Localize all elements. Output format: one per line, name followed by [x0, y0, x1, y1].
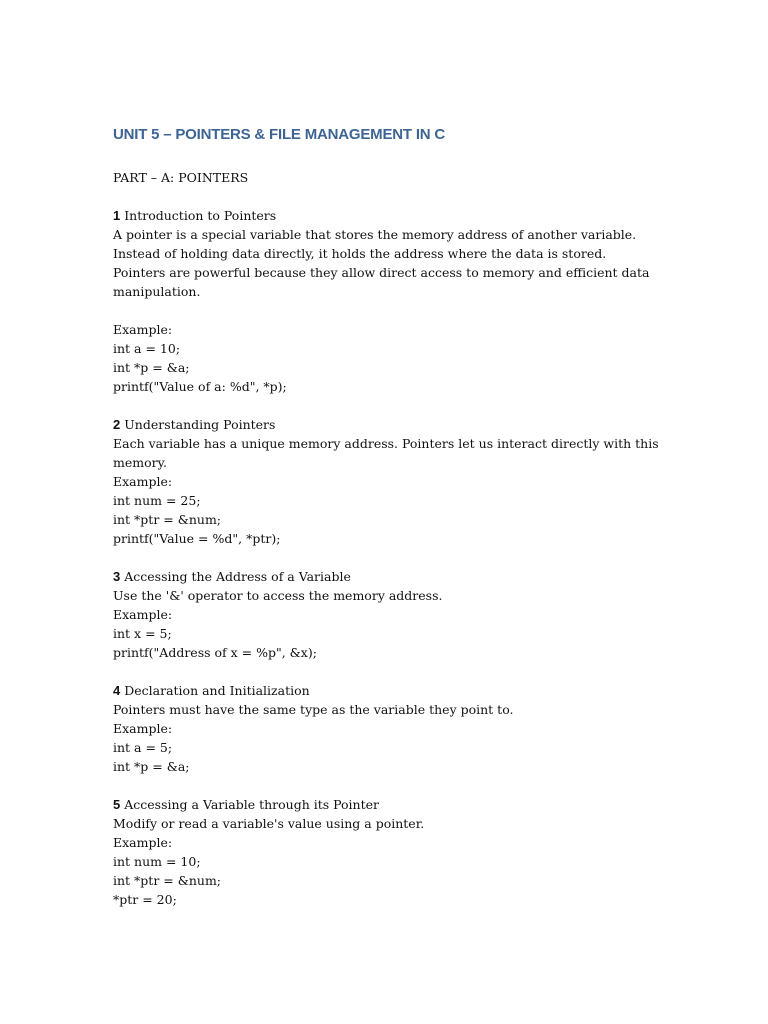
body-line: manipulation. [113, 284, 201, 299]
body-line: Pointers must have the same type as the variable they point to. [113, 702, 514, 717]
code-line: int num = 25; [113, 493, 201, 508]
body-line: memory. [113, 455, 167, 470]
example-label: Example: [113, 322, 173, 337]
example-label: Example: [113, 474, 173, 489]
code-line: printf("Value = %d", *ptr); [113, 531, 281, 546]
example-label: Example: [113, 721, 173, 736]
section-3 [113, 567, 673, 662]
body-line: Each variable has a unique memory address. Pointers let us interact directly with this [113, 436, 659, 451]
code-line: printf("Address of x = %p", &x); [113, 645, 317, 660]
section-1 [113, 206, 673, 396]
section-heading [113, 206, 673, 225]
section-title: Accessing the Address of a Variable [124, 569, 351, 584]
section-heading [113, 795, 673, 814]
section-4 [113, 681, 673, 776]
code-line: int a = 10; [113, 341, 181, 356]
document-title: UNIT 5 – POINTERS & FILE MANAGEMENT IN C [113, 126, 446, 143]
part-heading: PART – A: POINTERS [113, 170, 249, 185]
section-heading [113, 681, 673, 700]
section-heading [113, 567, 673, 586]
code-line: int *ptr = &num; [113, 873, 222, 888]
code-line: int *p = &a; [113, 360, 190, 375]
section-number: 4 [113, 683, 121, 698]
example-label: Example: [113, 835, 173, 850]
blank-line [113, 301, 673, 320]
section-title: Understanding Pointers [124, 417, 276, 432]
section-number: 5 [113, 797, 121, 812]
section-heading [113, 415, 673, 434]
section-title: Accessing a Variable through its Pointer [124, 797, 380, 812]
body-line: Modify or read a variable's value using a pointer. [113, 816, 425, 831]
code-line: *ptr = 20; [113, 892, 177, 907]
code-line: int *ptr = &num; [113, 512, 222, 527]
example-label: Example: [113, 607, 173, 622]
body-line: Pointers are powerful because they allow direct access to memory and efficient data [113, 265, 650, 280]
body-line: A pointer is a special variable that stores the memory address of another variable. [113, 227, 637, 242]
code-line: int x = 5; [113, 626, 172, 641]
code-line: int num = 10; [113, 854, 201, 869]
section-title: Introduction to Pointers [124, 208, 277, 223]
body-line: Use the '&' operator to access the memory address. [113, 588, 443, 603]
code-line: printf("Value of a: %d", *p); [113, 379, 287, 394]
section-number: 2 [113, 417, 121, 432]
section-title: Declaration and Initialization [124, 683, 310, 698]
section-number: 1 [113, 208, 121, 223]
section-2 [113, 415, 673, 548]
code-line: int *p = &a; [113, 759, 190, 774]
code-line: int a = 5; [113, 740, 173, 755]
document-page [113, 124, 673, 928]
body-line: Instead of holding data directly, it holds the address where the data is stored. [113, 246, 607, 261]
section-5 [113, 795, 673, 909]
section-number: 3 [113, 569, 121, 584]
